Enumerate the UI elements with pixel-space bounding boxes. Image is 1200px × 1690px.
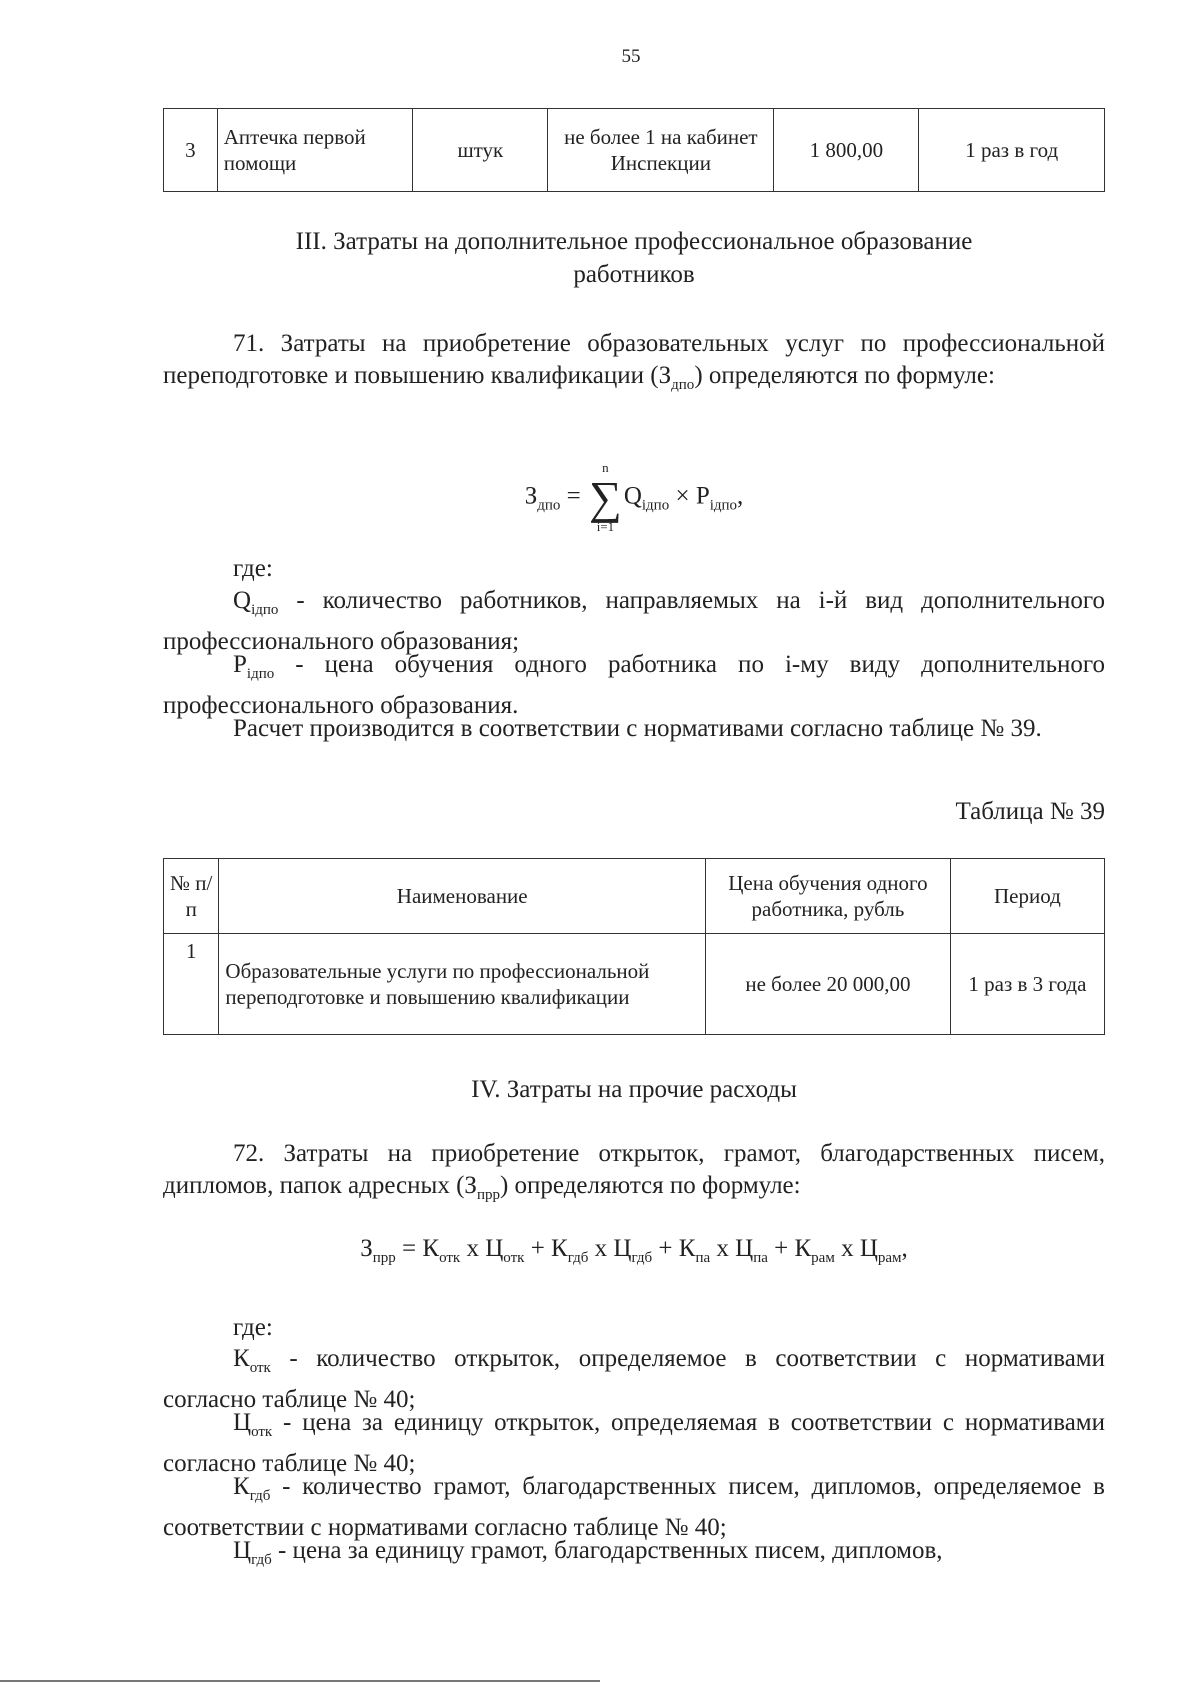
sum-icon: ∑ n i=1 <box>589 460 622 534</box>
section-3-heading <box>163 225 1105 291</box>
section-3-heading-line1: III. Затраты на дополнительное профессиональное образование <box>295 228 973 255</box>
table-cell: 1 раз в год <box>919 109 1105 192</box>
definition-text: - количество работников, направляемых на i-й вид дополнительного профессионального образования; <box>163 587 1105 655</box>
formula-symbol: Q <box>233 587 252 614</box>
table-cell: не более 20 000,00 <box>706 934 951 1035</box>
top-table <box>163 108 1105 192</box>
definition-k-gdb <box>163 1471 1105 1544</box>
definition-c-gdb <box>163 1535 1105 1576</box>
section-3-heading-line2: работников <box>573 261 695 288</box>
formula-operator: х <box>710 1235 736 1262</box>
subscript: гдб <box>251 1552 272 1568</box>
subscript: па <box>753 1250 768 1266</box>
subscript: па <box>695 1250 711 1266</box>
formula-operator: х <box>834 1235 860 1262</box>
formula-symbol: З <box>524 482 538 510</box>
subscript: гдб <box>567 1250 589 1266</box>
table-cell: 1 <box>164 934 219 1035</box>
subscript: iдпо <box>251 602 279 618</box>
formula-2 <box>163 1235 1105 1267</box>
formula-symbol: К <box>422 1235 440 1262</box>
subscript: отк <box>439 1250 461 1266</box>
subscript: прр <box>476 1187 500 1203</box>
subscript: iдпо <box>641 497 670 514</box>
formula-symbol: К <box>551 1235 568 1262</box>
definition-k-otk <box>163 1343 1105 1416</box>
paragraph-71 <box>163 328 1105 401</box>
formula-symbol: Ц <box>233 1409 252 1436</box>
subscript: гдб <box>249 1488 271 1504</box>
subscript: рам <box>811 1250 835 1266</box>
table-cell: 1 раз в 3 года <box>950 934 1104 1035</box>
formula-punct: , <box>737 482 744 510</box>
formula-symbol: К <box>233 1345 250 1372</box>
subscript: рам <box>877 1250 902 1266</box>
formula-symbol: Ц <box>485 1235 504 1262</box>
sum-upper-limit: n <box>602 460 609 475</box>
formula-symbol: Ц <box>859 1235 878 1262</box>
table-header-cell: Наименование <box>219 859 706 934</box>
formula-symbol: Ц <box>233 1537 252 1564</box>
table-39 <box>163 858 1105 1035</box>
table-cell: Образовательные услуги по профессиональной переподготовке и повышению квалификации <box>219 934 706 1035</box>
paragraph-72 <box>163 1138 1105 1211</box>
definition-c-otk <box>163 1407 1105 1480</box>
table-cell: не более 1 на кабинет Инспекции <box>548 109 774 192</box>
paragraph-text: ) определяются по формуле: <box>499 1172 801 1199</box>
formula-punct: , <box>901 1235 908 1262</box>
table-row <box>164 109 1105 192</box>
formula-operator: + <box>767 1235 795 1262</box>
subscript: отк <box>249 1360 271 1376</box>
subscript: отк <box>251 1424 273 1440</box>
calc-note: Расчет производится в соответствии с нормативами согласно таблице № 39. <box>233 715 1042 742</box>
formula-operator: + <box>524 1235 552 1262</box>
formula-operator: = <box>566 482 581 510</box>
subscript: iдпо <box>246 666 275 682</box>
table-header-cell: № п/п <box>164 859 219 934</box>
formula-symbol: P <box>233 651 247 678</box>
formula-symbol: К <box>233 1473 250 1500</box>
subscript: iдпо <box>709 497 738 514</box>
definition-text: - цена за единицу открыток, определяемая в соответствии с нормативами согласно таблице № 40; <box>163 1409 1105 1477</box>
formula-operator: + <box>652 1235 679 1262</box>
formula-symbol: К <box>794 1235 812 1262</box>
table-cell: Аптечка первой помощи <box>217 109 413 192</box>
paragraph-text: 71. Затраты на приобретение образовательных услуг по профессиональной переподготовке и повышению квалификации (З <box>163 330 1105 389</box>
formula-operator: = <box>395 1235 423 1262</box>
formula-operator: х <box>460 1235 486 1262</box>
table-cell: штук <box>413 109 548 192</box>
table-header-cell: Период <box>950 859 1104 934</box>
table-cell: 3 <box>164 109 218 192</box>
paragraph-text: 72. Затраты на приобретение открыток, грамот, благодарственных писем, дипломов, папок адресных (З <box>163 1140 1105 1199</box>
table-cell: 1 800,00 <box>774 109 919 192</box>
table-39-caption: Таблица № 39 <box>955 798 1105 825</box>
formula-operator: × <box>675 482 690 510</box>
paragraph-text: ) определяются по формуле: <box>694 362 995 389</box>
formula-operator: х <box>588 1235 614 1262</box>
section-4-heading: IV. Затраты на прочие расходы <box>471 1076 797 1103</box>
definition-text: - цена обучения одного работника по i-му виду дополнительного профессионального образования. <box>163 651 1105 719</box>
table-header-row <box>164 859 1105 934</box>
subscript: дпо <box>537 497 561 514</box>
formula-symbol: P <box>695 482 710 510</box>
where-label-1: где: <box>233 555 273 582</box>
subscript: отк <box>503 1250 525 1266</box>
table-header-cell: Цена обучения одного работника, рубль <box>706 859 951 934</box>
subscript: дпо <box>671 377 695 393</box>
subscript: гдб <box>631 1250 653 1266</box>
formula-symbol: Q <box>623 482 642 510</box>
definition-q <box>163 585 1105 658</box>
definition-text: - цена за единицу грамот, благодарственных писем, дипломов, <box>271 1537 943 1564</box>
definition-text: - количество открыток, определяемое в соответствии с нормативами согласно таблице № 40; <box>163 1345 1105 1413</box>
page-number: 55 <box>621 46 641 67</box>
sum-lower-limit: i=1 <box>596 519 615 534</box>
definition-text: - количество грамот, благодарственных писем, дипломов, определяемое в соответствии с нормативами согласно таблице № 40; <box>163 1473 1105 1541</box>
formula-symbol: Ц <box>735 1235 754 1262</box>
formula-symbol: Ц <box>613 1235 632 1262</box>
formula-1 <box>163 460 1105 534</box>
scan-edge-line <box>0 1680 600 1682</box>
table-row <box>164 934 1105 1035</box>
formula-symbol: З <box>360 1235 373 1262</box>
subscript: прр <box>372 1250 396 1266</box>
definition-p <box>163 649 1105 722</box>
where-label-2: где: <box>233 1314 273 1341</box>
formula-symbol: К <box>678 1235 696 1262</box>
